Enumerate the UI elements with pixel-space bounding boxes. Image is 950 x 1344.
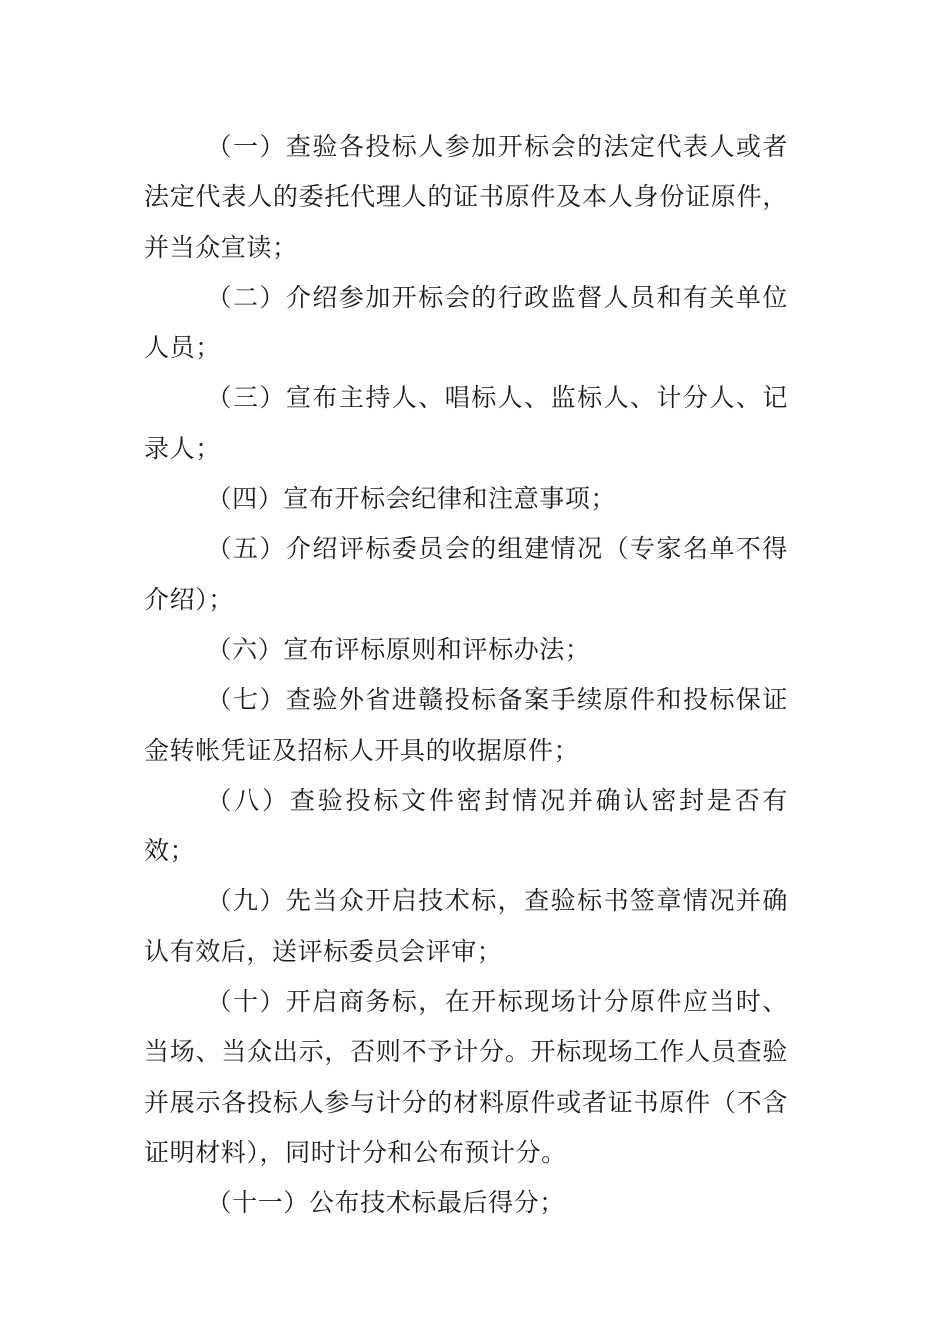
document-body bbox=[144, 122, 788, 1229]
paragraph-11: （十一）公布技术标最后得分； bbox=[206, 1188, 565, 1218]
paragraph-1: （一）查验各投标人参加开标会的法定代表人或者法定代表人的委托代理人的证书原件及本人身份证原件，并当众宣读； bbox=[144, 132, 788, 262]
paragraph-6: （六）宣布评标原则和评标办法； bbox=[206, 634, 591, 664]
paragraph-8: （八）查验投标文件密封情况并确认密封是否有效； bbox=[144, 785, 788, 866]
paragraph-7: （七）查验外省进赣投标备案手续原件和投标保证金转帐凭证及招标人开具的收据原件； bbox=[144, 685, 788, 765]
paragraph-5: （五）介绍评标委员会的组建情况（专家名单不得介绍）； bbox=[144, 534, 788, 614]
paragraph-9: （九）先当众开启技术标，查验标书签章情况并确认有效后，送评标委员会评审； bbox=[144, 886, 788, 966]
paragraph-2: （二）介绍参加开标会的行政监督人员和有关单位人员； bbox=[144, 282, 788, 363]
paragraph-3: （三）宣布主持人、唱标人、监标人、计分人、记录人； bbox=[144, 383, 788, 463]
paragraph-4: （四）宣布开标会纪律和注意事项； bbox=[206, 484, 617, 514]
paragraph-10: （十）开启商务标，在开标现场计分原件应当时、当场、当众出示，否则不予计分。开标现场工作人员查验并展示各投标人参与计分的材料原件或者证书原件（不含证明材料），同时计分和公布预计分。 bbox=[144, 987, 788, 1167]
